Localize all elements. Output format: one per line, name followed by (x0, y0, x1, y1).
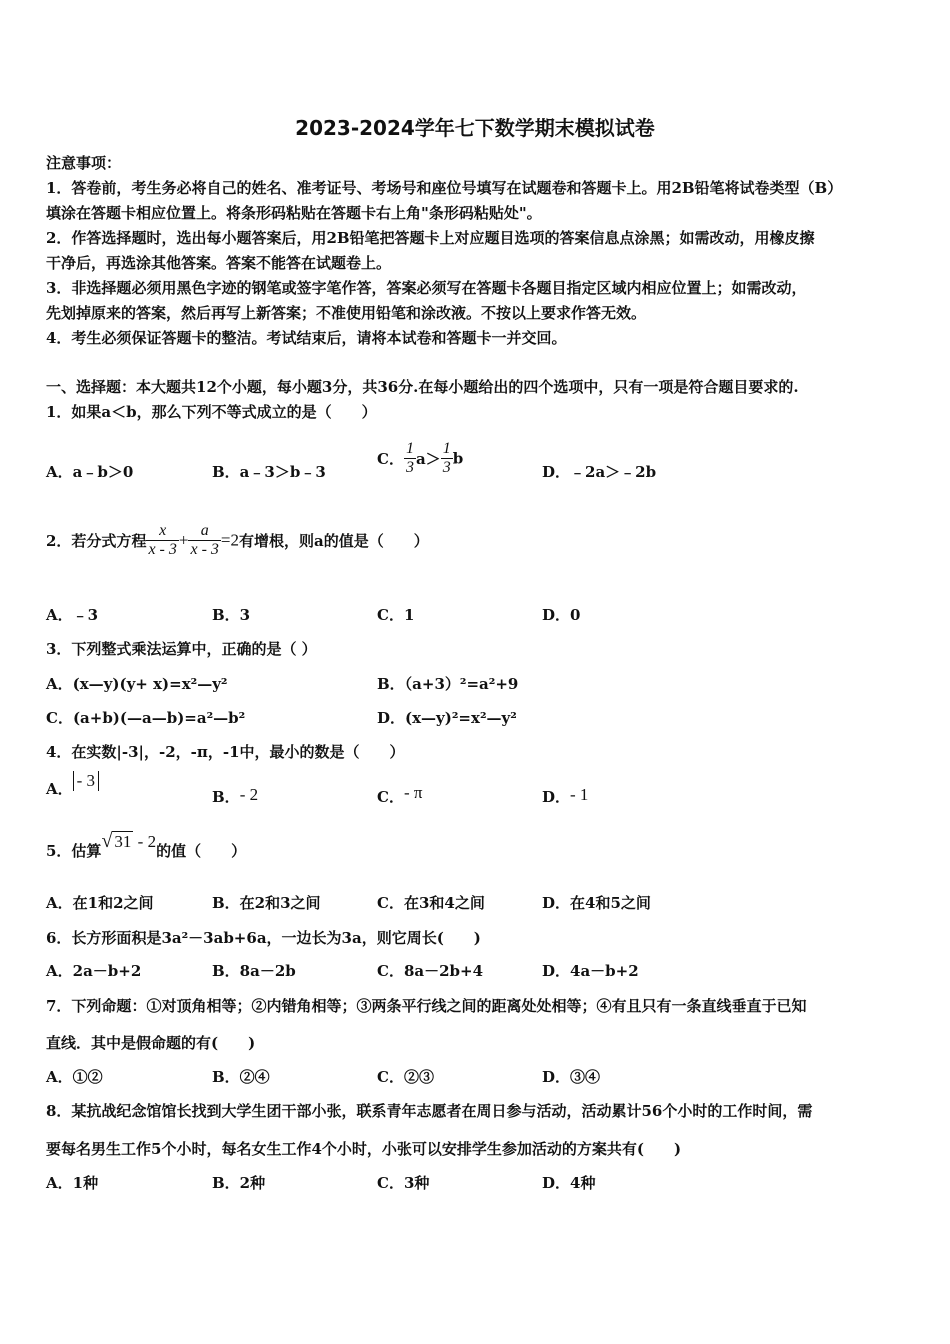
square-root: √ 31 - 2 (101, 830, 157, 852)
q5-option-b: B．在2和3之间 (212, 894, 321, 912)
page-title: 2023-2024学年七下数学期末模拟试卷 (295, 116, 655, 140)
q1-option-c-text: b (452, 449, 464, 468)
question-4-stem: 4．在实数|-3|，-2，-π，-1中，最小的数是（ ） (46, 743, 405, 761)
q2-option-b: B．3 (212, 606, 251, 624)
fraction: $\frac{x}{x - 3}$ (148, 522, 177, 558)
q8-option-d: D．4种 (542, 1174, 596, 1192)
q8-option-b: B．2种 (212, 1174, 266, 1192)
question-8-stem: 要每名男生工作5个小时，每名女生工作4个小时，小张可以安排学生参加活动的方案共有( ) (46, 1140, 682, 1158)
q4-option-b-value: - 2 (239, 785, 259, 804)
question-1-stem: 1．如果a＜b，那么下列不等式成立的是（ ） (46, 403, 377, 421)
q7-option-a: A．①② (46, 1068, 103, 1086)
q2-option-a: A．﹣3 (46, 606, 99, 624)
fraction: $\frac{1}{3}$ (405, 440, 414, 476)
q5-option-d: D．在4和5之间 (542, 894, 651, 912)
question-3-stem: 3．下列整式乘法运算中，正确的是（ ） (46, 640, 317, 658)
q4-option-d-value: - 1 (570, 785, 589, 804)
q4-option-c-value: - π (403, 783, 423, 802)
notice-line: 先划掉原来的答案，然后再写上新答案；不准使用铅笔和涂改液。不按以上要求作答无效。 (46, 304, 647, 322)
fraction: $\frac{1}{3}$ (442, 440, 451, 476)
question-7-stem: 直线．其中是假命题的有( ) (46, 1034, 256, 1052)
q4-option-c-label: C． (377, 788, 404, 806)
q5-option-c: C．在3和4之间 (377, 894, 485, 912)
notice-line: 2．作答选择题时，选出每小题答案后，用2B铅笔把答题卡上对应题目选项的答案信息点涂黑；如需改动，用橡皮擦 (46, 229, 815, 247)
question-6-stem: 6．长方形面积是3a²－3ab+6a，一边长为3a，则它周长( ) (46, 929, 481, 947)
q8-option-c: C．3种 (377, 1174, 430, 1192)
q2-option-d: D．0 (542, 606, 581, 624)
q3-option-b: B．（a+3）²=a²+9 (377, 675, 519, 693)
q6-option-b: B．8a－2b (212, 962, 296, 980)
q1-option-c (377, 440, 463, 477)
question-5-stem (46, 830, 247, 861)
q5-stem-text: 的值（ ） (156, 842, 247, 860)
q6-option-d: D．4a－b+2 (542, 962, 639, 980)
q2-option-c: C．1 (377, 606, 415, 624)
notice-line: 4．考生必须保证答题卡的整洁。考试结束后，请将本试卷和答题卡一并交回。 (46, 329, 567, 347)
q1-option-c-text: a＞ (415, 450, 441, 468)
q4-option-b-label: B． (212, 788, 240, 806)
q7-option-d: D．③④ (542, 1068, 601, 1086)
notice-line: 3．非选择题必须用黑色字迹的钢笔或签字笔作答，答案必须写在答题卡各题目指定区域内相应位置上；如需改动， (46, 279, 807, 297)
q5-option-a: A．在1和2之间 (46, 894, 154, 912)
q6-option-a: A．2a－b+2 (46, 962, 142, 980)
q1-option-d: D．﹣2a＞﹣2b (542, 463, 657, 481)
q3-option-d: D．(x—y)²=x²—y² (377, 709, 517, 727)
q4-option-b (212, 786, 258, 807)
plus-sign: + (178, 530, 189, 550)
fraction: $\frac{a}{x - 3}$ (190, 522, 219, 558)
equals-sign: =2 (220, 530, 240, 550)
q1-option-b: B．a﹣3＞b﹣3 (212, 463, 326, 481)
notice-line: 干净后，再选涂其他答案。答案不能答在试题卷上。 (46, 254, 392, 272)
q1-option-c-label: C． (377, 450, 404, 468)
q4-option-d-label: D． (542, 788, 571, 806)
q4-option-c (377, 783, 423, 807)
q8-option-a: A．1种 (46, 1174, 99, 1192)
question-8-stem: 8．某抗战纪念馆馆长找到大学生团干部小张，联系青年志愿者在周日参与活动，活动累计56个小时的工作时间，需 (46, 1102, 813, 1120)
question-2-stem (46, 522, 429, 559)
q7-option-b: B．②④ (212, 1068, 270, 1086)
notice-heading: 注意事项： (46, 154, 122, 172)
q4-option-a-label: A． (46, 780, 73, 798)
q3-option-a: A．(x—y)(y+ x)=x²—y² (46, 675, 228, 693)
absolute-value: - 3 (73, 771, 99, 791)
question-7-stem: 7．下列命题：①对顶角相等；②内错角相等；③两条平行线之间的距离处处相等；④有且只有一条直线垂直于已知 (46, 997, 807, 1015)
section-heading: 一、选择题：本大题共12个小题，每小题3分，共36分.在每小题给出的四个选项中，只有一项是符合题目要求的. (46, 378, 799, 396)
q2-stem-text: 有增根，则a的值是（ ） (239, 532, 429, 550)
q1-option-a: A．a﹣b＞0 (46, 463, 134, 481)
notice-line: 填涂在答题卡相应位置上。将条形码粘贴在答题卡右上角"条形码粘贴处"。 (46, 204, 542, 222)
q7-option-c: C．②③ (377, 1068, 434, 1086)
q3-option-c: C．(a+b)(—a—b)=a²—b² (46, 709, 246, 727)
q4-option-d (542, 786, 588, 807)
q5-stem-text: 5．估算 (46, 842, 102, 860)
q4-option-a (46, 771, 99, 799)
q2-stem-text: 2．若分式方程 (46, 532, 147, 550)
q6-option-c: C．8a－2b+4 (377, 962, 484, 980)
notice-line: 1．答卷前，考生务必将自己的姓名、准考证号、考场号和座位号填写在试题卷和答题卡上。用2B铅笔将试卷类型（B） (46, 179, 843, 197)
